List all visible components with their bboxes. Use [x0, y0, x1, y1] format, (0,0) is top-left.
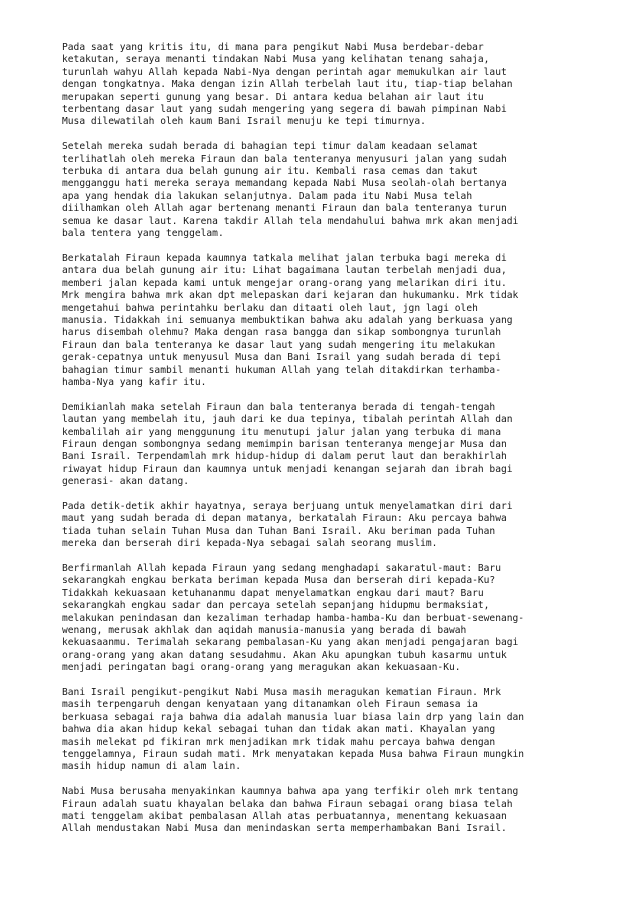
paragraph-8: Nabi Musa berusaha menyakinkan kaumnya bahwa apa yang terfikir oleh mrk tentang Firaun adalah suatu khayalan belaka dan bahwa Firaun sebagai orang biasa telah mati tenggelam akibat pembalasan Allah atas perbuatannya, menentang kekuasaan Allah mendustakan Nabi Musa dan menindaskan serta memperhambakan Bani Israil.: [62, 786, 519, 835]
paragraph-5: Pada detik-detik akhir hayatnya, seraya berjuang untuk menyelamatkan diri dari maut yang sudah berada di depan matanya, berkatalah Firaun: Aku percaya bahwa tiada tuhan selain Tuhan Musa dan Tuhan Bani Israil. Aku beriman pada Tuhan mereka dan berserah diri kepada-Nya sebagai salah seorang muslim.: [62, 500, 513, 550]
paragraph-4: Demikianlah maka setelah Firaun dan bala tenteranya berada di tengah-tengah lautan yang membelah itu, jauh dari ke dua tepinya, tibalah perintah Allah dan kembalilah air yang menggunung itu menutupi jalur jalan yang terbuka di mana Firaun dengan sombongnya sedang memimpin barisan tenteranya mengejar Musa dan Bani Israil. Terpendamlah mrk hidup-hidup di dalam perut laut dan berakhirlah riwayat hidup Firaun dan kaumnya untuk menjadi kenangan sejarah dan ibrah bagi generasi- akan datang.: [62, 401, 513, 488]
paragraph-1: Pada saat yang kritis itu, di mana para pengikut Nabi Musa berdebar-debar ketakutan, seraya menanti tindakan Nabi Musa yang kelihatan tenang sahaja, turunlah wahyu Allah kepada Nabi-Nya dengan perintah agar memukulkan air laut dengan tongkatnya. Maka dengan izin Allah terbelah laut itu, tiap-tiap belahan merupakan seperti gunung yang besar. Di antara kedua belahan air laut itu terbentang dasar laut yang sudah mengering yang segera di bawah pimpinan Nabi Musa dilewatilah oleh kaum Bani Israil menuju ke tepi timurnya.: [62, 42, 513, 128]
document-page: [62, 42, 602, 836]
paragraph-7: Bani Israil pengikut-pengikut Nabi Musa masih meragukan kematian Firaun. Mrk masih terpengaruh dengan kenyataan yang ditanamkan oleh Firaun semasa ia berkuasa sebagai raja bahwa dia adalah manusia luar biasa lain drp yang lain dan bahwa dia akan hidup kekal sebagai tuhan dan tidak akan mati. Khayalan yang masih melekat pd fikiran mrk menjadikan mrk tidak mahu percaya bahwa dengan tenggelamnya, Firaun sudah mati. Mrk menyatakan kepada Musa bahwa Firaun mungkin masih hidup namun di alam lain.: [62, 687, 525, 773]
paragraph-6: Berfirmanlah Allah kepada Firaun yang sedang menghadapi sakaratul-maut: Baru sekarangkah engkau berkata beriman kepada Musa dan berserah diri kepada-Ku? Tidakkah kekuasaan ketuhananmu dapat menyelamatkan engkau dari maut? Baru sekarangkah engkau sadar dan percaya setelah sepanjang hidupmu bermaksiat, melakukan penindasan dan kezaliman terhadap hamba-hamba-Ku dan berbuat-sewenang- wenang, merusak akhlak dan aqidah manusia-manusia yang berada di bawah kekuasaanmu. Terimalah sekarang pembalasan-Ku yang akan menjadi pengajaran bagi orang-orang yang akan datang sesudahmu. Akan Aku apungkan tubuh kasarmu untuk menjadi peringatan bagi orang-orang yang meragukan akan kekuasaan-Ku.: [62, 562, 525, 674]
paragraph-2: Setelah mereka sudah berada di bahagian tepi timur dalam keadaan selamat terlihatlah oleh mereka Firaun dan bala tenteranya menyusuri jalan yang sudah terbuka di antara dua belah gunung air itu. Kembali rasa cemas dan takut mengganggu hati mereka seraya memandang kepada Nabi Musa seolah-olah bertanya apa yang hendak dia lakukan selanjutnya. Dalam pada itu Nabi Musa telah diilhamkan oleh Allah agar bertenang menanti Firaun dan bala tenteranya turun semua ke dasar laut. Karena takdir Allah tela mendahului bahwa mrk akan menjadi bala tentera yang tenggelam.: [62, 141, 519, 240]
paragraph-3: Berkatalah Firaun kepada kaumnya tatkala melihat jalan terbuka bagi mereka di antara dua belah gunung air itu: Lihat bagaimana lautan terbelah menjadi dua, memberi jalan kepada kami untuk mengejar orang-orang yang melarikan diri itu. Mrk mengira bahwa mrk akan dpt melepaskan dari kejaran dan hukumanku. Mrk tidak mengetahui bahwa perintahku berlaku dan ditaati oleh laut, jgn lagi oleh manusia. Tidakkah ini semuanya membuktikan bahwa aku adalah yang berkuasa yang harus disembah olehmu? Maka dengan rasa bangga dan sikap sombongnya turunlah Firaun dan bala tenteranya ke dasar laut yang sudah mengering itu melakukan gerak-cepatnya untuk menyusul Musa dan Bani Israil yang sudah berada di tepi bahagian timur sambil menanti hukuman Allah yang telah ditakdirkan terhamba- hamba-Nya yang kafir itu.: [62, 252, 519, 388]
